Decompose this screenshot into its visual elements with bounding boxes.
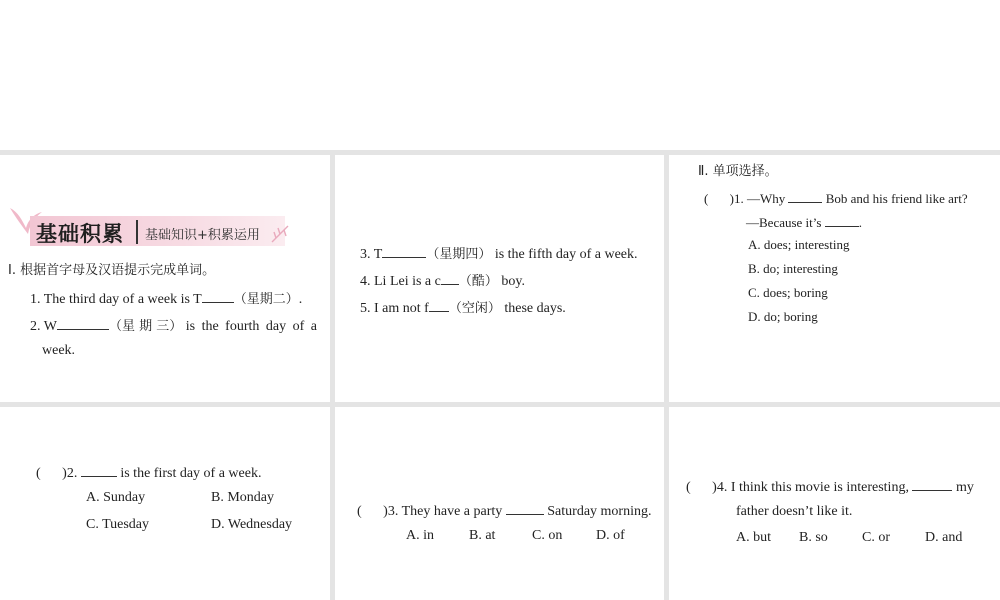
leaf-icon xyxy=(270,224,290,244)
banner-subtitle: 基础知识+积累运用 xyxy=(145,228,260,243)
divider xyxy=(0,402,1000,407)
banner-title: 基础积累 xyxy=(36,222,124,246)
answer-blank[interactable] xyxy=(825,212,859,227)
option[interactable]: C. or xyxy=(862,530,890,545)
option[interactable]: A. Sunday xyxy=(86,490,146,505)
answer-blank[interactable] xyxy=(57,315,109,330)
divider xyxy=(330,150,335,600)
mc-question-2: ( )2. is the first day of a week. xyxy=(36,462,261,483)
answer-blank[interactable] xyxy=(429,297,449,312)
fill-item-1: 1. The third day of a week is T （星期二）. xyxy=(30,288,302,309)
option[interactable]: D. Wednesday xyxy=(211,517,293,532)
option[interactable]: C. Tuesday xyxy=(86,517,150,532)
answer-slot[interactable] xyxy=(712,189,730,203)
answer-blank[interactable] xyxy=(441,270,459,285)
answer-slot[interactable] xyxy=(694,477,712,491)
mc-question-1-line2: —Because it’s . xyxy=(746,212,862,232)
option[interactable]: D. of xyxy=(596,528,625,543)
divider xyxy=(0,150,1000,155)
option[interactable]: B. at xyxy=(469,528,496,543)
answer-blank[interactable] xyxy=(788,188,822,203)
banner-divider xyxy=(136,220,138,244)
option[interactable]: A. but xyxy=(736,530,771,545)
answer-blank[interactable] xyxy=(506,500,544,515)
section-heading: Ⅰ. 根据首字母及汉语提示完成单词。 xyxy=(8,263,216,278)
option[interactable]: C. does; boring xyxy=(748,285,828,300)
option[interactable]: C. on xyxy=(532,528,563,543)
fill-item-2-cont: week. xyxy=(42,343,76,358)
option[interactable]: A. does; interesting xyxy=(748,237,850,252)
option[interactable]: B. Monday xyxy=(211,490,274,505)
answer-blank[interactable] xyxy=(202,288,234,303)
option[interactable]: B. so xyxy=(799,530,828,545)
option[interactable]: B. do; interesting xyxy=(748,261,838,276)
fill-item-5: 5. I am not f （空闲） these days. xyxy=(360,297,566,318)
mc-question-4: ( )4. I think this movie is interesting, my xyxy=(686,476,974,497)
section-heading: Ⅱ. 单项选择。 xyxy=(698,164,778,179)
answer-slot[interactable] xyxy=(365,501,383,515)
mc-question-1: ( )1. —Why Bob and his friend like art? xyxy=(704,188,968,208)
option[interactable]: A. in xyxy=(406,528,434,543)
fill-item-4: 4. Li Lei is a c （酷） boy. xyxy=(360,270,525,291)
fill-item-3: 3. T （星期四） is the fifth day of a week. xyxy=(360,243,638,264)
mc-question-3: ( )3. They have a party Saturday morning. xyxy=(357,500,651,521)
answer-blank[interactable] xyxy=(912,476,952,491)
section-banner xyxy=(8,200,288,254)
mc-question-4-cont: father doesn’t like it. xyxy=(736,504,853,519)
divider xyxy=(664,150,669,600)
fill-item-2: 2. W （星 期 三） is the fourth day of a xyxy=(30,315,317,336)
answer-blank[interactable] xyxy=(81,462,117,477)
option[interactable]: D. and xyxy=(925,530,963,545)
answer-slot[interactable] xyxy=(44,463,62,477)
option[interactable]: D. do; boring xyxy=(748,309,818,324)
answer-blank[interactable] xyxy=(382,243,426,258)
